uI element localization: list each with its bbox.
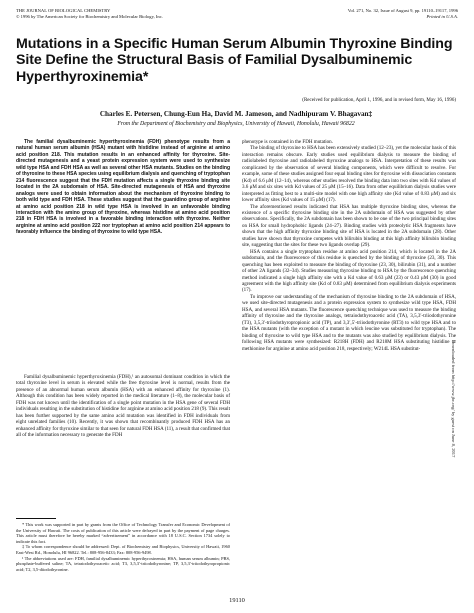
- author-list: Charles E. Petersen, Chung-Eun Ha, David M. Jameson, and Nadhipuram V. Bhagavan‡: [99, 110, 373, 118]
- copyright-line: © 1996 by The American Society for Biochemistry and Molecular Biology, Inc.: [16, 13, 163, 19]
- article-title: Mutations in a Specific Human Serum Albumin Thyroxine Binding Site Define the Structural Basis of Familial Dysalbuminemic Hyperthyroxinemia*: [16, 36, 453, 85]
- footnote-funding: * This work was supported in part by grants from the Office of Technology Transfer and Economic Development of the University of Hawaii. The costs of publication of this article were defrayed in part by the payment of page charges. This article must therefore be hereby marked “advertisement” in accordance with 18 U.S.C. Section 1734 solely to indicate this fact.: [16, 522, 230, 544]
- download-watermark: Downloaded from http://www.jbc.org/ by guest on June 8, 2017: [451, 340, 456, 458]
- body-paragraph: HSA contains a single tryptophan residue at amino acid position 214, which is located in the 2A subdomain, and the fluorescence of this residue is quenched by the binding of thyroxine (23, 30). This quenching has been exploited to measure the binding of thyroxine (23, 30), bilirubin (31), and a number of other 2A ligands (32–34). Studies measuring thyroxine binding to HSA by the fluorescence quenching method indicated a single high affinity site with a Kd value of 0.63 μM (23) or 0.43 μM (30) in good agreement with the high affinity site (Kd of 0.83 μM) determined from equilibrium dialysis experiments (17).: [242, 248, 456, 294]
- footnote-abbreviations: ¹ The abbreviations used are: FDH, familial dysalbuminemic hyperthyroxinemia; HSA, human serum albumin; PBS, phosphate-buffered saline; TA, tetraiodothyroacetic acid; T3, 3,5,3′-triiodothyronine; TP, 3,5,3′-triiodothyropropionic acid; T2, 3,5-diiodothyronine.: [16, 555, 230, 572]
- abstract: The familial dysalbuminemic hyperthyroxinemia (FDH) phenotype results from a natural human serum albumin (HSA) mutant with histidine instead of arginine at amino acid position 218. This mutation results in an enhanced affinity for thyroxine. Site-directed mutagenesis and a yeast protein expression system were used to synthesize wild type HSA and FDH HSA as well as several other HSA mutants. Studies on the binding of thyroxine to these HSA species using equilibrium dialysis and quenching of tryptophan 214 fluorescence suggest that the FDH mutation affects a single thyroxine binding site located in the 2A subdomain of HSA. Site-directed mutagenesis of HSA and thyroxine analogs were used to obtain information about the mechanism of thyroxine binding to both wild type and FDH HSA. These studies suggest that the guanidino group of arginine at amino acid position 218 in wild type HSA is involved in an unfavorable binding interaction with the amino group of thyroxine, whereas histidine at amino acid position 218 in FDH HSA is involved in a favorable binding interaction with thyroxine. Neither arginine at amino acid position 222 nor tryptophan at amino acid position 214 appears to favorably influence the binding of thyroxine to wild type HSA.: [16, 139, 231, 236]
- received-dates: (Received for publication, April 1, 1996, and in revised form, May 16, 1996): [302, 98, 456, 103]
- footnote-correspondence: ‡ To whom correspondence should be addressed: Dept. of Biochemistry and Biophysics, University of Hawaii, 1960 East-West Rd., Honolulu, HI 96822. Tel.: 808-956-8433; Fax: 808-956-9498.: [16, 544, 230, 555]
- affiliation: From the Department of Biochemistry and Biophysics, University of Hawaii, Honolulu, Hawaii 96822: [117, 121, 355, 127]
- footnotes: [16, 522, 230, 572]
- volume-info: Vol. 271, No. 32, Issue of August 9, pp. 19110–19117, 1996: [347, 8, 458, 13]
- right-column: [242, 139, 456, 352]
- body-paragraph: phenotype is contained in the FDH mutation.: [242, 139, 333, 145]
- intro-paragraph: Familial dysalbuminemic hyperthyroxinemia (FDH),¹ an autosomal dominant condition in which the total thyroxine level in serum is elevated while the free thyroxine level is normal, results from the presence of an abnormal human serum albumin (HSA) with an enhanced affinity for thyroxine (1). Although this condition has been widely reported in the medical literature (1–8), the molecular basis of FDH was not known until the identification of a single point mutation in the HSA gene of several FDH individuals resulting in the substitution of histidine for arginine at amino acid position 218 (9). This result has been further supported by the same amino acid mutation was identified in FDH individuals from eight unrelated families (10). Recently, it was shown that recombinantly produced FDH HSA has an enhanced affinity for thyroxine similar to that seen for natural FDH HSA (11), a result that confirmed that all of the information necessary to generate the FDH: [16, 374, 230, 439]
- footnote-rule: [16, 518, 56, 519]
- intro-left-column: [16, 374, 230, 439]
- body-paragraph: The aforementioned results indicated that HSA has multiple thyroxine binding sites, whereas the existence of a specific thyroxine binding site in the 2A subdomain of HSA was suggested by other observations. Specifically, the 2A subdomain has been shown to be one of the two principal binding sites on HSA for small hydrophobic ligands (24–27). Binding studies with proteolytic HSA fragments have shown that the high affinity thyroxine binding site of HSA is located in the 2A subdomain (28). Other studies have shown that thyroxine competes with bilirubin binding at this high affinity bilirubin binding site, suggesting that the sites for these two ligands overlap (29).: [242, 203, 456, 249]
- body-paragraph: To improve our understanding of the mechanism of thyroxine binding to the 2A subdomain of HSA, we used site-directed mutagenesis and a protein expression system to synthesize wild type HSA, FDH HSA, and several HSA mutants. The fluorescence quenching technique was used to measure the binding affinity of thyroxine and the thyroxine analogs, tetraiodothyroacetic acid (TA), 3,5,3′-triiodothyronine (T3), 3,5,3′-triiodothyropropionic acid (TP), and 3,3′,5′-triiodothyronine (RT3) to wild type HSA and to the HSA mutants (with the exception of a mutant in which leucine was substituted for tryptophan). The binding of thyroxine to wild type HSA and to the mutants was also studied by equilibrium dialysis. The following HSA mutants were synthesized: R218H (FDH) and R218M HSA substituting histidine or methionine for arginine at amino acid position 218, respectively; W214L HSA substitut-: [242, 293, 456, 352]
- page-number: 19110: [229, 597, 245, 604]
- printed-in: Printed in U.S.A.: [426, 13, 458, 19]
- journal-name: THE JOURNAL OF BIOLOGICAL CHEMISTRY: [16, 8, 111, 13]
- body-paragraph: The binding of thyroxine to HSA has been extensively studied (12–23), yet the molecular basis of this interaction remains obscure. Early studies used equilibrium dialysis to measure the binding of radiolabeled thyroxine and radiolabeled thyroxine analogs to HSA. Interpretation of these results was complicated by the observation of several binding components, which were difficult to resolve. For example, some of these studies assigned four equal binding sites for thyroxine with dissociation constants (Kd) of 6.6 μM (12–14), whereas other studies resolved the binding data into two sites with Kd values of 3.6 μM and six sites with Kd values of 25 μM (15–16). Data from other equilibrium dialysis studies were interpreted as fitting best to a multi-site model with one high affinity site (Kd value of 0.83 μM) and six lower affinity sites (Kd values of 15 μM) (17).: [242, 145, 456, 204]
